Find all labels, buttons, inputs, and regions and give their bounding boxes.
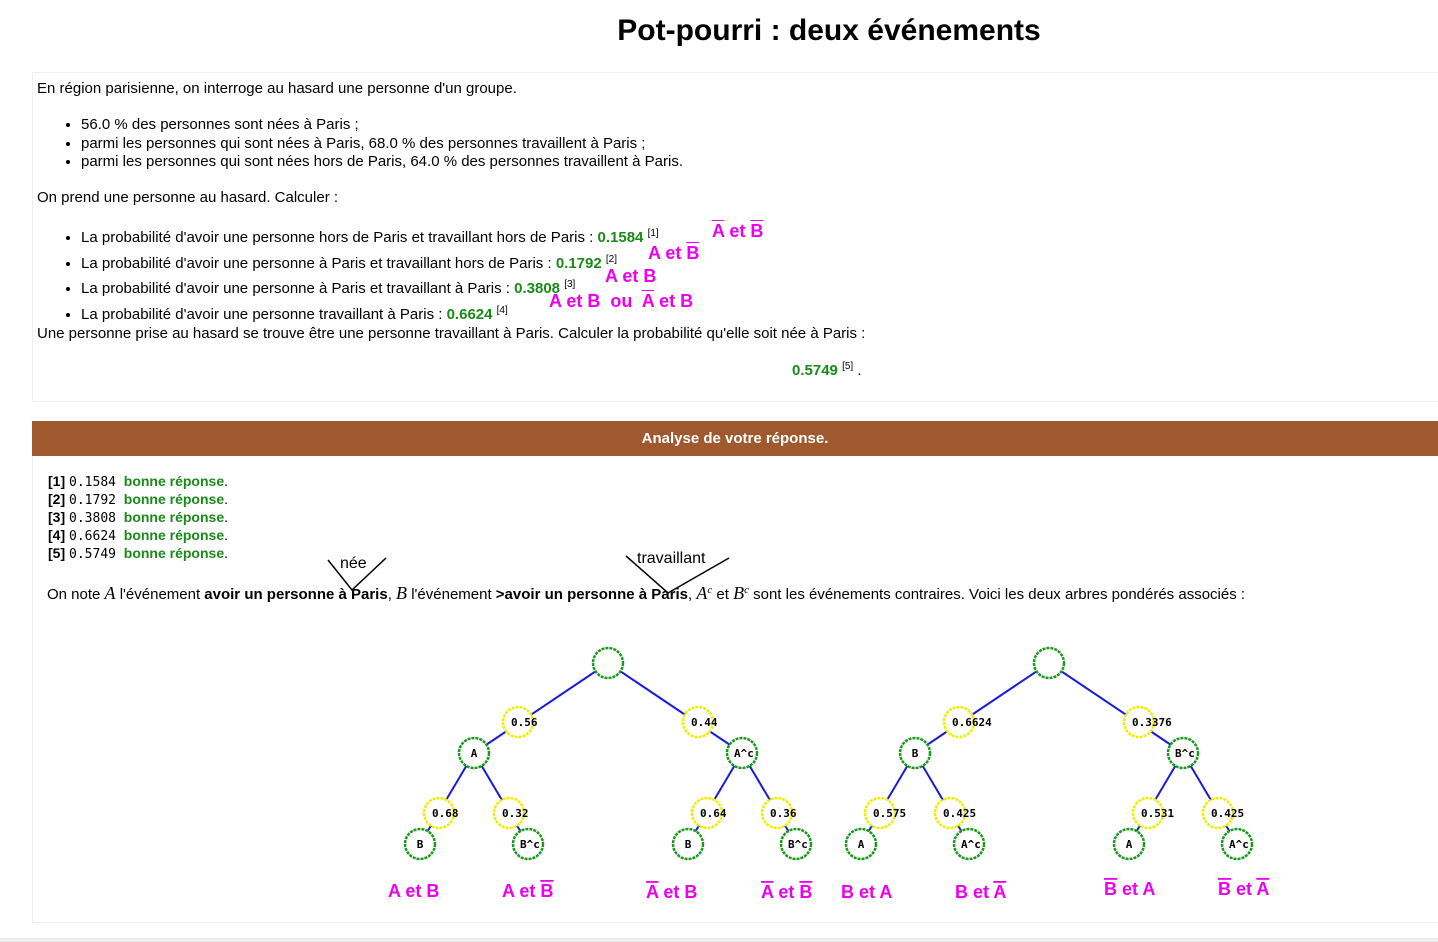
answer-value[interactable]: 0.1584 [597,229,644,246]
leaf-event-label: B et A [841,882,893,902]
checkmark-nee [328,558,386,590]
footnote-ref[interactable]: [4] [496,304,508,316]
tree2-weight-node [944,707,992,737]
svg-text:0.425: 0.425 [1211,807,1245,820]
svg-text:A: A [1125,838,1133,851]
tree2-leaf-node [846,829,876,859]
tree2-leaf-node [1222,829,1252,859]
svg-text:B^c: B^c [520,838,540,851]
answer-row: [1] 0.1584 bonne réponse. [48,473,229,490]
question-item: • La probabilité d'avoir une personne à Paris et travaillant à Paris : 0.3808 [3] [81,274,659,300]
svg-text:B: B [416,838,424,851]
svg-text:0.6624: 0.6624 [952,716,992,729]
answer-row: [3] 0.3808 bonne réponse. [48,509,229,526]
leaf-event-label: B et A [1218,879,1270,899]
tree1-weight-node [424,798,459,828]
conditional-text: Une personne prise au hasard se trouve être une personne travaillant à Paris. Calculer la probabilité qu'elle soit née à Paris : [37,325,866,342]
page-title: Pot-pourri : deux événements [617,14,1041,47]
leaf-event-label: A et B [761,882,813,902]
footer-bar [0,938,1438,942]
question-item: • La probabilité d'avoir une personne à Paris et travaillant hors de Paris : 0.1792 [2] [81,249,659,275]
tree1-weight-node [503,707,538,737]
answer-row: [4] 0.6624 bonne réponse. [48,527,229,544]
fact-item: • 56.0 % des personnes sont nées à Paris ; [81,116,683,135]
events-note: On note A l'événement avoir un personne à Paris, B l'événement >avoir un personne à Paris, $A^c$ et $B^c$ sont les événements contraires. Voici les deux arbres pondérés associés : [47,583,1246,603]
handwritten-nee: née [340,555,367,572]
leaf-event-label: A et B [646,882,698,902]
footnote-ref[interactable]: [3] [564,279,576,290]
handwritten-travaillant: travaillant [637,550,706,567]
fact-item: • parmi les personnes qui sont nées hors de Paris, 64.0 % des personnes travaillent à Paris. [81,153,683,172]
svg-text:0.531: 0.531 [1141,807,1175,820]
svg-text:0.32: 0.32 [502,807,529,820]
tree1-root-node [593,648,623,678]
svg-text:A^c: A^c [734,747,754,760]
svg-text:B^c: B^c [788,838,808,851]
tree1-weight-node [762,798,797,828]
svg-text:B^c: B^c [1175,747,1195,760]
analysis-header: Analyse de votre réponse. [32,421,1438,456]
tree2-leaf-node [1114,829,1144,859]
tree2-weight-node [1124,707,1172,737]
svg-text:B: B [911,747,919,760]
svg-text:A^c: A^c [961,838,981,851]
tree1-weight-node [692,798,727,828]
annotation-q1: $\overline{A}$ et $\overline{B}$ [712,221,764,241]
tree2-event-node [900,738,930,768]
question-item: • La probabilité d'avoir une personne hors de Paris et travaillant hors de Paris : 0.1584 [1] [81,223,659,249]
conditional-answer: 0.5749 [5] . [792,361,862,379]
answer-row: [2] 0.1792 bonne réponse. [48,491,229,508]
tree2-event-node [1168,738,1198,768]
footnote-ref[interactable]: [2] [605,253,617,265]
annotation-q2: A et $\overline{B}$ [648,243,700,263]
tree1-weight-node [494,798,529,828]
tree1-leaf-node [781,829,811,859]
tree1-leaf-node [513,829,543,859]
leaf-event-label: B et A [1104,879,1156,899]
svg-text:0.68: 0.68 [432,807,459,820]
svg-text:A: A [857,838,865,851]
tree2-weight-node [865,798,906,828]
tree2-weight-node [1203,798,1244,828]
svg-text:0.56: 0.56 [511,716,538,729]
prompt-text: On prend une personne au hasard. Calculer : [37,189,339,206]
leaf-event-label: A et B [388,881,440,901]
answer-value[interactable]: 0.3808 [514,280,561,297]
tree1-event-node [727,738,757,768]
tree1-leaf-node [405,829,435,859]
svg-text:A^c: A^c [1229,838,1249,851]
tree1-event-node [459,738,489,768]
svg-text:0.44: 0.44 [691,716,718,729]
tree2-root-node [1034,648,1064,678]
svg-text:0.575: 0.575 [873,807,907,820]
leaf-event-label: B et A [955,882,1007,902]
tree2-leaf-node [954,829,984,859]
svg-text:B: B [684,838,692,851]
answer-row: [5] 0.5749 bonne réponse. [48,545,229,562]
svg-text:A: A [470,747,478,760]
checkmark-travaillant [626,556,729,593]
question-item: • La probabilité d'avoir une personne travaillant à Paris : 0.6624 [4] [81,300,659,326]
svg-text:0.36: 0.36 [770,807,797,820]
svg-text:0.3376: 0.3376 [1132,716,1172,729]
intro-text: En région parisienne, on interroge au hasard une personne d'un groupe. [37,80,517,97]
svg-text:0.64: 0.64 [700,807,727,820]
tree1-leaf-node [673,829,703,859]
leaf-event-label: A et B [502,881,554,901]
tree2-weight-node [935,798,976,828]
annotation-q3: A et B [605,266,657,286]
tree2-weight-node [1133,798,1174,828]
annotation-q4: A et B ou $\overline{A}$ et B [549,291,694,311]
fact-item: • parmi les personnes qui sont nées à Paris, 68.0 % des personnes travaillent à Paris ; [81,135,683,154]
answer-value[interactable]: 0.6624 [446,305,493,323]
footnote-ref[interactable]: [1] [647,228,659,239]
svg-text:0.425: 0.425 [943,807,977,820]
answer-value[interactable]: 0.1792 [555,254,602,272]
